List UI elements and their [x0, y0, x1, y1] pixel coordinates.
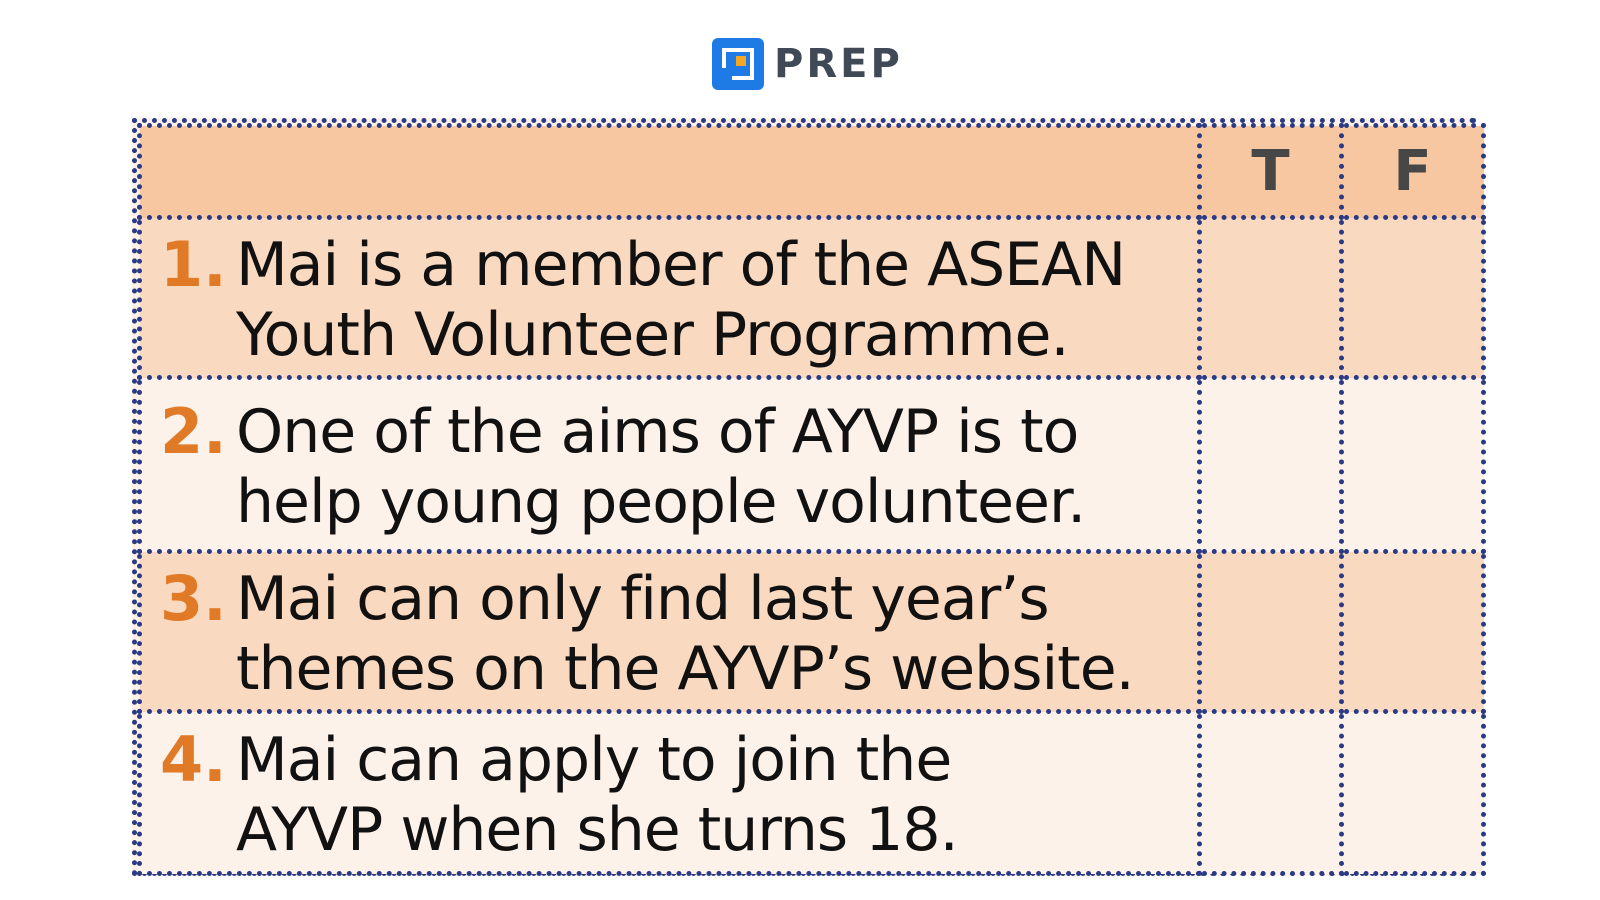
statement-line-1: Mai can only find last year’s: [236, 563, 1049, 634]
statement-cell: [140, 712, 1200, 874]
statement-number: 3.: [160, 561, 227, 635]
true-false-table: [132, 118, 1476, 876]
false-answer-cell[interactable]: [1342, 552, 1484, 712]
header-true: T: [1200, 126, 1342, 218]
false-answer-cell[interactable]: [1342, 378, 1484, 552]
statement-number: 4.: [160, 722, 227, 796]
statement-line-2: Youth Volunteer Programme.: [236, 299, 1069, 370]
logo-text: PREP: [774, 41, 903, 87]
statement-cell: [140, 378, 1200, 552]
header-false: F: [1342, 126, 1484, 218]
statement-number: 1.: [160, 227, 227, 301]
false-answer-cell[interactable]: [1342, 712, 1484, 874]
statement-cell: [140, 218, 1200, 378]
table-row: [140, 712, 1484, 874]
statement-text: [236, 564, 1134, 704]
false-answer-cell[interactable]: [1342, 218, 1484, 378]
statement-text: [236, 725, 958, 865]
table-header: [140, 126, 1484, 218]
statement-line-1: Mai is a member of the ASEAN: [236, 229, 1126, 300]
statement-number: 2.: [160, 394, 227, 468]
table-row: [140, 218, 1484, 378]
table-row: [140, 552, 1484, 712]
prep-logo-icon: [712, 38, 764, 90]
header-statement-cell: [140, 126, 1200, 218]
statement-line-2: help young people volunteer.: [236, 466, 1086, 537]
true-answer-cell[interactable]: [1200, 218, 1342, 378]
true-answer-cell[interactable]: [1200, 378, 1342, 552]
statement-line-2: themes on the AYVP’s website.: [236, 633, 1134, 704]
statement-line-2: AYVP when she turns 18.: [236, 794, 958, 865]
statement-text: [236, 397, 1085, 537]
true-answer-cell[interactable]: [1200, 712, 1342, 874]
table-row: [140, 378, 1484, 552]
statement-cell: [140, 552, 1200, 712]
true-answer-cell[interactable]: [1200, 552, 1342, 712]
statement-text: [236, 230, 1125, 370]
statement-line-1: One of the aims of AYVP is to: [236, 396, 1079, 467]
brand-logo: [712, 38, 903, 90]
statement-line-1: Mai can apply to join the: [236, 724, 952, 795]
